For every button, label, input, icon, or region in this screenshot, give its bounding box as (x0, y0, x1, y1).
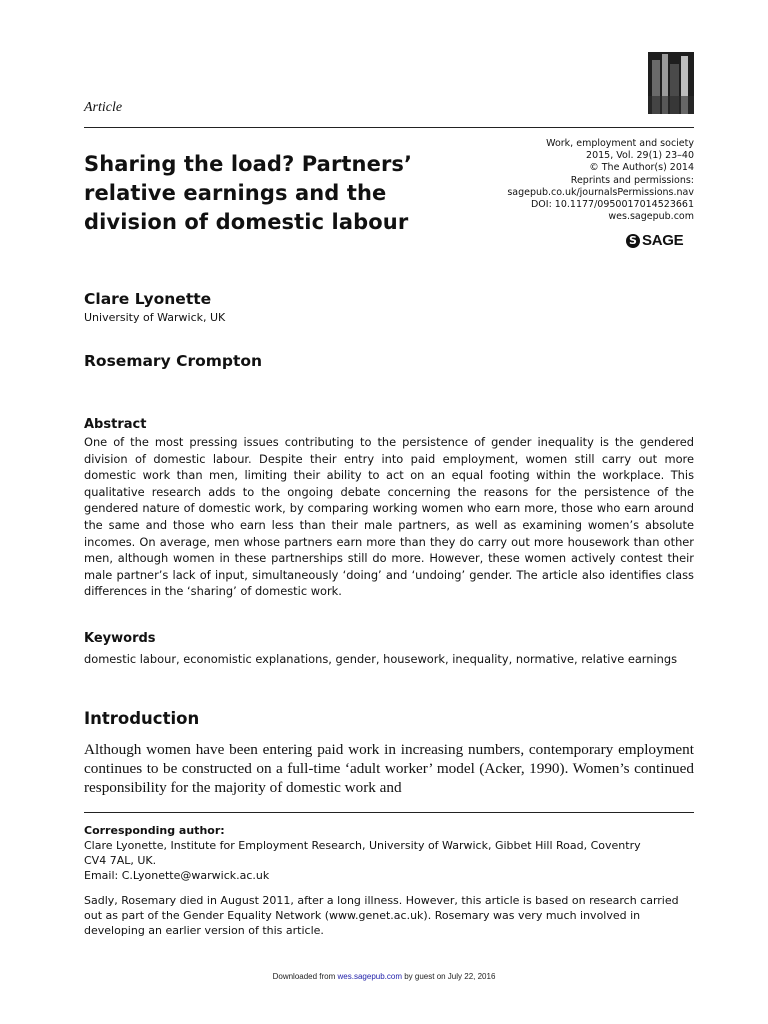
corresponding-author-email[interactable]: Email: C.Lyonette@warwick.ac.uk (84, 869, 270, 882)
abstract-heading: Abstract (84, 417, 147, 432)
title-line: Sharing the load? Partners’ (84, 152, 413, 176)
introduction-heading: Introduction (84, 709, 200, 728)
corresponding-author (84, 823, 694, 883)
volume-info: 2015, Vol. 29(1) 23–40 (586, 150, 694, 162)
introduction-text: Although women have been entering paid work in increasing numbers, contemporary employment continues to be constructed on a full-time ‘adult worker’ model (Acker, 1990). Women’s continued responsibility for the majority of domestic work and (84, 741, 694, 796)
download-prefix: Downloaded from (272, 972, 338, 981)
memorial-note: Sadly, Rosemary died in August 2011, after a long illness. However, this article is based on research carried out as part of the Gender Equality Network (www.genet.ac.uk). Rosemary was very much involved in developing an earlier version of this article. (84, 894, 679, 937)
footnote-rule (84, 812, 694, 813)
corresponding-author-label: Corresponding author: (84, 824, 225, 837)
journal-name: Work, employment and society (546, 138, 694, 149)
author-affiliation: University of Warwick, UK (84, 311, 226, 324)
sage-wordmark: SAGE (642, 232, 684, 249)
journal-cover-image-icon (648, 52, 694, 114)
permissions-link[interactable]: sagepub.co.uk/journalsPermissions.nav (507, 186, 694, 198)
title-line: division of domestic labour (84, 210, 409, 234)
author-name: Clare Lyonette (84, 290, 212, 308)
doi[interactable]: DOI: 10.1177/0950017014523661 (530, 199, 694, 211)
keywords-heading: Keywords (84, 631, 156, 646)
title-line: relative earnings and the (84, 181, 387, 205)
keywords-text: domestic labour, economistic explanations, gender, housework, inequality, normative, relative earnings (84, 652, 678, 666)
download-link[interactable]: wes.sagepub.com (337, 972, 402, 981)
corresponding-author-postcode: CV4 7AL, UK. (84, 854, 157, 867)
author-name: Rosemary Crompton (84, 352, 263, 370)
sage-mark-icon: S (626, 234, 640, 248)
corresponding-author-address: Clare Lyonette, Institute for Employment Research, University of Warwick, Gibbet Hill Road, Coventry (84, 839, 641, 852)
header-rule (84, 127, 694, 128)
abstract-text: One of the most pressing issues contributing to the persistence of gender inequality is the gendered division of domestic labour. Despite their entry into paid employment, women still carry out more domestic work than men, limiting their ability to act on an equal footing within the workplace. This qualitative research adds to the ongoing debate concerning the reasons for the persistence of the gendered nature of domestic work, by comparing working women who earn more, those who earn around the same and those who earn less than their male partners, as well as examining women’s absolute incomes. On average, men whose partners earn more than they do carry out more housework than other men, although women in these partnerships still do more. However, these women actively contest their male partner’s lack of input, simultaneously ‘doing’ and ‘undoing’ gender. The article also identifies class differences in the ‘sharing’ of domestic work. (84, 435, 694, 599)
publication-metadata (434, 138, 694, 223)
journal-url[interactable]: wes.sagepub.com (608, 211, 694, 223)
copyright: © The Author(s) 2014 (589, 162, 694, 174)
section-label: Article (84, 100, 123, 115)
download-suffix: by guest on July 22, 2016 (402, 972, 496, 981)
sage-logo (626, 232, 683, 249)
reprints-label: Reprints and permissions: (570, 174, 694, 186)
download-stamp (0, 972, 768, 981)
